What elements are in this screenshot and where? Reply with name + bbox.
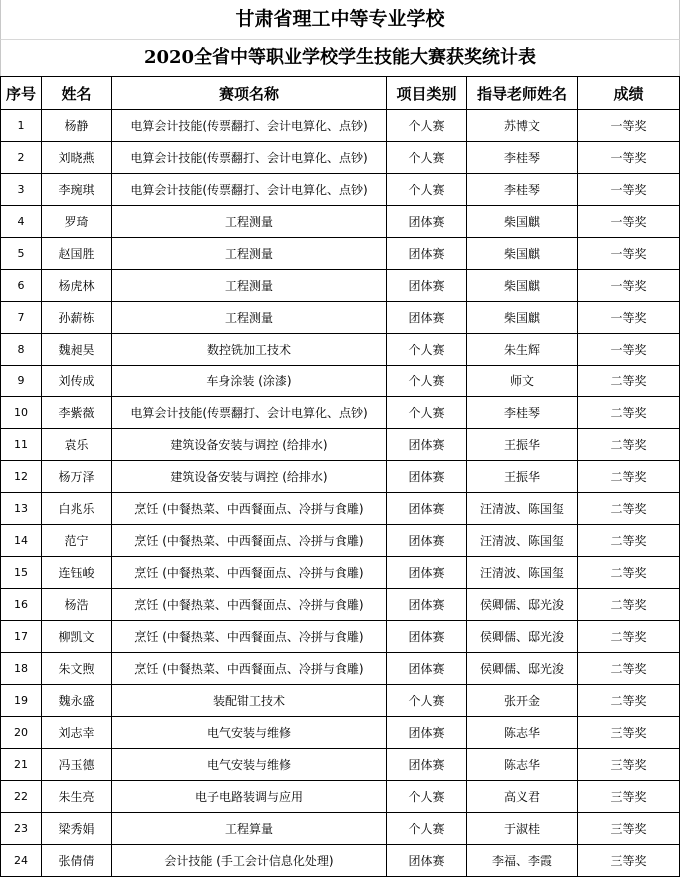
teacher-name: 汪清波、陈国玺: [467, 525, 578, 557]
teacher-name: 王振华: [467, 429, 578, 461]
award-result: 一等奖: [578, 269, 680, 301]
teacher-name: 侯卿儒、邸光浚: [467, 621, 578, 653]
row-index: 21: [1, 748, 42, 780]
award-table: [0, 76, 680, 877]
event-name: 车身涂装 (涂漆): [112, 365, 387, 397]
row-index: 19: [1, 684, 42, 716]
event-name: 电气安装与维修: [112, 716, 387, 748]
event-name: 工程算量: [112, 812, 387, 844]
event-category: 团体赛: [387, 493, 467, 525]
teacher-name: 柴国麒: [467, 237, 578, 269]
award-result: 一等奖: [578, 237, 680, 269]
teacher-name: 柴国麒: [467, 205, 578, 237]
event-name: 电算会计技能(传票翻打、会计电算化、点钞): [112, 141, 387, 173]
teacher-name: 陈志华: [467, 716, 578, 748]
award-result: 一等奖: [578, 333, 680, 365]
table-row: [1, 237, 680, 269]
event-category: 团体赛: [387, 621, 467, 653]
event-category: 个人赛: [387, 141, 467, 173]
student-name: 李琬琪: [42, 173, 112, 205]
event-category: 个人赛: [387, 110, 467, 142]
event-category: 团体赛: [387, 461, 467, 493]
event-name: 工程测量: [112, 269, 387, 301]
event-name: 电算会计技能(传票翻打、会计电算化、点钞): [112, 110, 387, 142]
event-category: 团体赛: [387, 652, 467, 684]
teacher-name: 李桂琴: [467, 173, 578, 205]
table-body: [1, 110, 680, 877]
event-name: 会计技能 (手工会计信息化处理): [112, 844, 387, 876]
teacher-name: 汪清波、陈国玺: [467, 557, 578, 589]
student-name: 柳凯文: [42, 621, 112, 653]
row-index: 14: [1, 525, 42, 557]
teacher-name: 于淑桂: [467, 812, 578, 844]
event-name: 电气安装与维修: [112, 748, 387, 780]
table-row: [1, 748, 680, 780]
table-row: [1, 525, 680, 557]
student-name: 魏昶昊: [42, 333, 112, 365]
table-row: [1, 684, 680, 716]
teacher-name: 李桂琴: [467, 141, 578, 173]
event-name: 电算会计技能(传票翻打、会计电算化、点钞): [112, 397, 387, 429]
student-name: 魏永盛: [42, 684, 112, 716]
row-index: 20: [1, 716, 42, 748]
table-row: [1, 652, 680, 684]
row-index: 9: [1, 365, 42, 397]
row-index: 22: [1, 780, 42, 812]
teacher-name: 师文: [467, 365, 578, 397]
table-row: [1, 493, 680, 525]
award-result: 二等奖: [578, 525, 680, 557]
award-result: 三等奖: [578, 748, 680, 780]
row-index: 17: [1, 621, 42, 653]
row-index: 18: [1, 652, 42, 684]
event-category: 团体赛: [387, 205, 467, 237]
table-row: [1, 173, 680, 205]
table-row: [1, 365, 680, 397]
student-name: 朱文煦: [42, 652, 112, 684]
student-name: 刘志幸: [42, 716, 112, 748]
teacher-name: 侯卿儒、邸光浚: [467, 652, 578, 684]
event-name: 烹饪 (中餐热菜、中西餐面点、冷拼与食雕): [112, 557, 387, 589]
teacher-name: 陈志华: [467, 748, 578, 780]
row-index: 23: [1, 812, 42, 844]
header-name: 姓名: [42, 77, 112, 110]
table-row: [1, 205, 680, 237]
event-name: 建筑设备安装与调控 (给排水): [112, 429, 387, 461]
teacher-name: 张开金: [467, 684, 578, 716]
event-category: 个人赛: [387, 812, 467, 844]
event-name: 烹饪 (中餐热菜、中西餐面点、冷拼与食雕): [112, 652, 387, 684]
table-row: [1, 301, 680, 333]
award-result: 三等奖: [578, 812, 680, 844]
award-result: 二等奖: [578, 461, 680, 493]
student-name: 李紫薇: [42, 397, 112, 429]
award-result: 二等奖: [578, 557, 680, 589]
student-name: 袁乐: [42, 429, 112, 461]
student-name: 连钰峻: [42, 557, 112, 589]
teacher-name: 柴国麒: [467, 301, 578, 333]
event-name: 烹饪 (中餐热菜、中西餐面点、冷拼与食雕): [112, 589, 387, 621]
school-title: 甘肃省理工中等专业学校: [0, 0, 680, 40]
row-index: 7: [1, 301, 42, 333]
student-name: 孙薪栋: [42, 301, 112, 333]
event-category: 团体赛: [387, 557, 467, 589]
table-row: [1, 429, 680, 461]
event-category: 个人赛: [387, 397, 467, 429]
event-name: 电子电路装调与应用: [112, 780, 387, 812]
student-name: 朱生亮: [42, 780, 112, 812]
table-row: [1, 621, 680, 653]
row-index: 2: [1, 141, 42, 173]
student-name: 刘传成: [42, 365, 112, 397]
row-index: 10: [1, 397, 42, 429]
student-name: 范宁: [42, 525, 112, 557]
student-name: 杨浩: [42, 589, 112, 621]
award-result: 三等奖: [578, 716, 680, 748]
teacher-name: 柴国麒: [467, 269, 578, 301]
award-result: 一等奖: [578, 173, 680, 205]
header-row: [1, 77, 680, 110]
table-row: [1, 716, 680, 748]
table-row: [1, 844, 680, 876]
row-index: 8: [1, 333, 42, 365]
event-category: 团体赛: [387, 269, 467, 301]
award-result: 二等奖: [578, 589, 680, 621]
event-category: 团体赛: [387, 237, 467, 269]
teacher-name: 李桂琴: [467, 397, 578, 429]
header-event: 赛项名称: [112, 77, 387, 110]
teacher-name: 李福、李霞: [467, 844, 578, 876]
award-result: 一等奖: [578, 301, 680, 333]
row-index: 24: [1, 844, 42, 876]
row-index: 12: [1, 461, 42, 493]
table-row: [1, 557, 680, 589]
event-name: 工程测量: [112, 301, 387, 333]
event-name: 建筑设备安装与调控 (给排水): [112, 461, 387, 493]
event-category: 团体赛: [387, 429, 467, 461]
row-index: 3: [1, 173, 42, 205]
row-index: 15: [1, 557, 42, 589]
header-result: 成绩: [578, 77, 680, 110]
teacher-name: 高义君: [467, 780, 578, 812]
award-result: 一等奖: [578, 110, 680, 142]
event-name: 数控铣加工技术: [112, 333, 387, 365]
award-result: 二等奖: [578, 684, 680, 716]
table-row: [1, 589, 680, 621]
award-result: 二等奖: [578, 397, 680, 429]
student-name: 杨静: [42, 110, 112, 142]
event-category: 团体赛: [387, 844, 467, 876]
event-name: 装配钳工技术: [112, 684, 387, 716]
event-category: 个人赛: [387, 173, 467, 205]
award-result: 二等奖: [578, 429, 680, 461]
header-index: 序号: [1, 77, 42, 110]
award-result: 二等奖: [578, 365, 680, 397]
student-name: 罗琦: [42, 205, 112, 237]
event-name: 烹饪 (中餐热菜、中西餐面点、冷拼与食雕): [112, 525, 387, 557]
award-result: 一等奖: [578, 205, 680, 237]
teacher-name: 王振华: [467, 461, 578, 493]
table-row: [1, 141, 680, 173]
event-name: 烹饪 (中餐热菜、中西餐面点、冷拼与食雕): [112, 493, 387, 525]
table-row: [1, 397, 680, 429]
table-row: [1, 780, 680, 812]
teacher-name: 朱生辉: [467, 333, 578, 365]
table-title: 2020全省中等职业学校学生技能大赛获奖统计表: [0, 40, 680, 77]
table-row: [1, 461, 680, 493]
teacher-name: 侯卿儒、邸光浚: [467, 589, 578, 621]
award-result: 三等奖: [578, 844, 680, 876]
table-row: [1, 812, 680, 844]
event-category: 团体赛: [387, 748, 467, 780]
student-name: 杨虎林: [42, 269, 112, 301]
teacher-name: 苏博文: [467, 110, 578, 142]
award-result: 二等奖: [578, 621, 680, 653]
event-name: 烹饪 (中餐热菜、中西餐面点、冷拼与食雕): [112, 621, 387, 653]
event-category: 个人赛: [387, 684, 467, 716]
student-name: 冯玉德: [42, 748, 112, 780]
award-result: 一等奖: [578, 141, 680, 173]
student-name: 梁秀娟: [42, 812, 112, 844]
row-index: 1: [1, 110, 42, 142]
row-index: 16: [1, 589, 42, 621]
event-category: 团体赛: [387, 716, 467, 748]
event-category: 个人赛: [387, 365, 467, 397]
row-index: 4: [1, 205, 42, 237]
table-row: [1, 269, 680, 301]
event-category: 团体赛: [387, 525, 467, 557]
award-result: 二等奖: [578, 652, 680, 684]
award-result: 三等奖: [578, 780, 680, 812]
event-name: 工程测量: [112, 205, 387, 237]
row-index: 13: [1, 493, 42, 525]
row-index: 11: [1, 429, 42, 461]
student-name: 刘晓燕: [42, 141, 112, 173]
table-row: [1, 333, 680, 365]
student-name: 杨万泽: [42, 461, 112, 493]
event-category: 团体赛: [387, 589, 467, 621]
event-name: 电算会计技能(传票翻打、会计电算化、点钞): [112, 173, 387, 205]
student-name: 赵国胜: [42, 237, 112, 269]
header-category: 项目类别: [387, 77, 467, 110]
table-row: [1, 110, 680, 142]
event-category: 个人赛: [387, 780, 467, 812]
row-index: 6: [1, 269, 42, 301]
header-teacher: 指导老师姓名: [467, 77, 578, 110]
teacher-name: 汪清波、陈国玺: [467, 493, 578, 525]
event-category: 团体赛: [387, 301, 467, 333]
student-name: 白兆乐: [42, 493, 112, 525]
row-index: 5: [1, 237, 42, 269]
award-result: 二等奖: [578, 493, 680, 525]
event-name: 工程测量: [112, 237, 387, 269]
student-name: 张倩倩: [42, 844, 112, 876]
event-category: 个人赛: [387, 333, 467, 365]
